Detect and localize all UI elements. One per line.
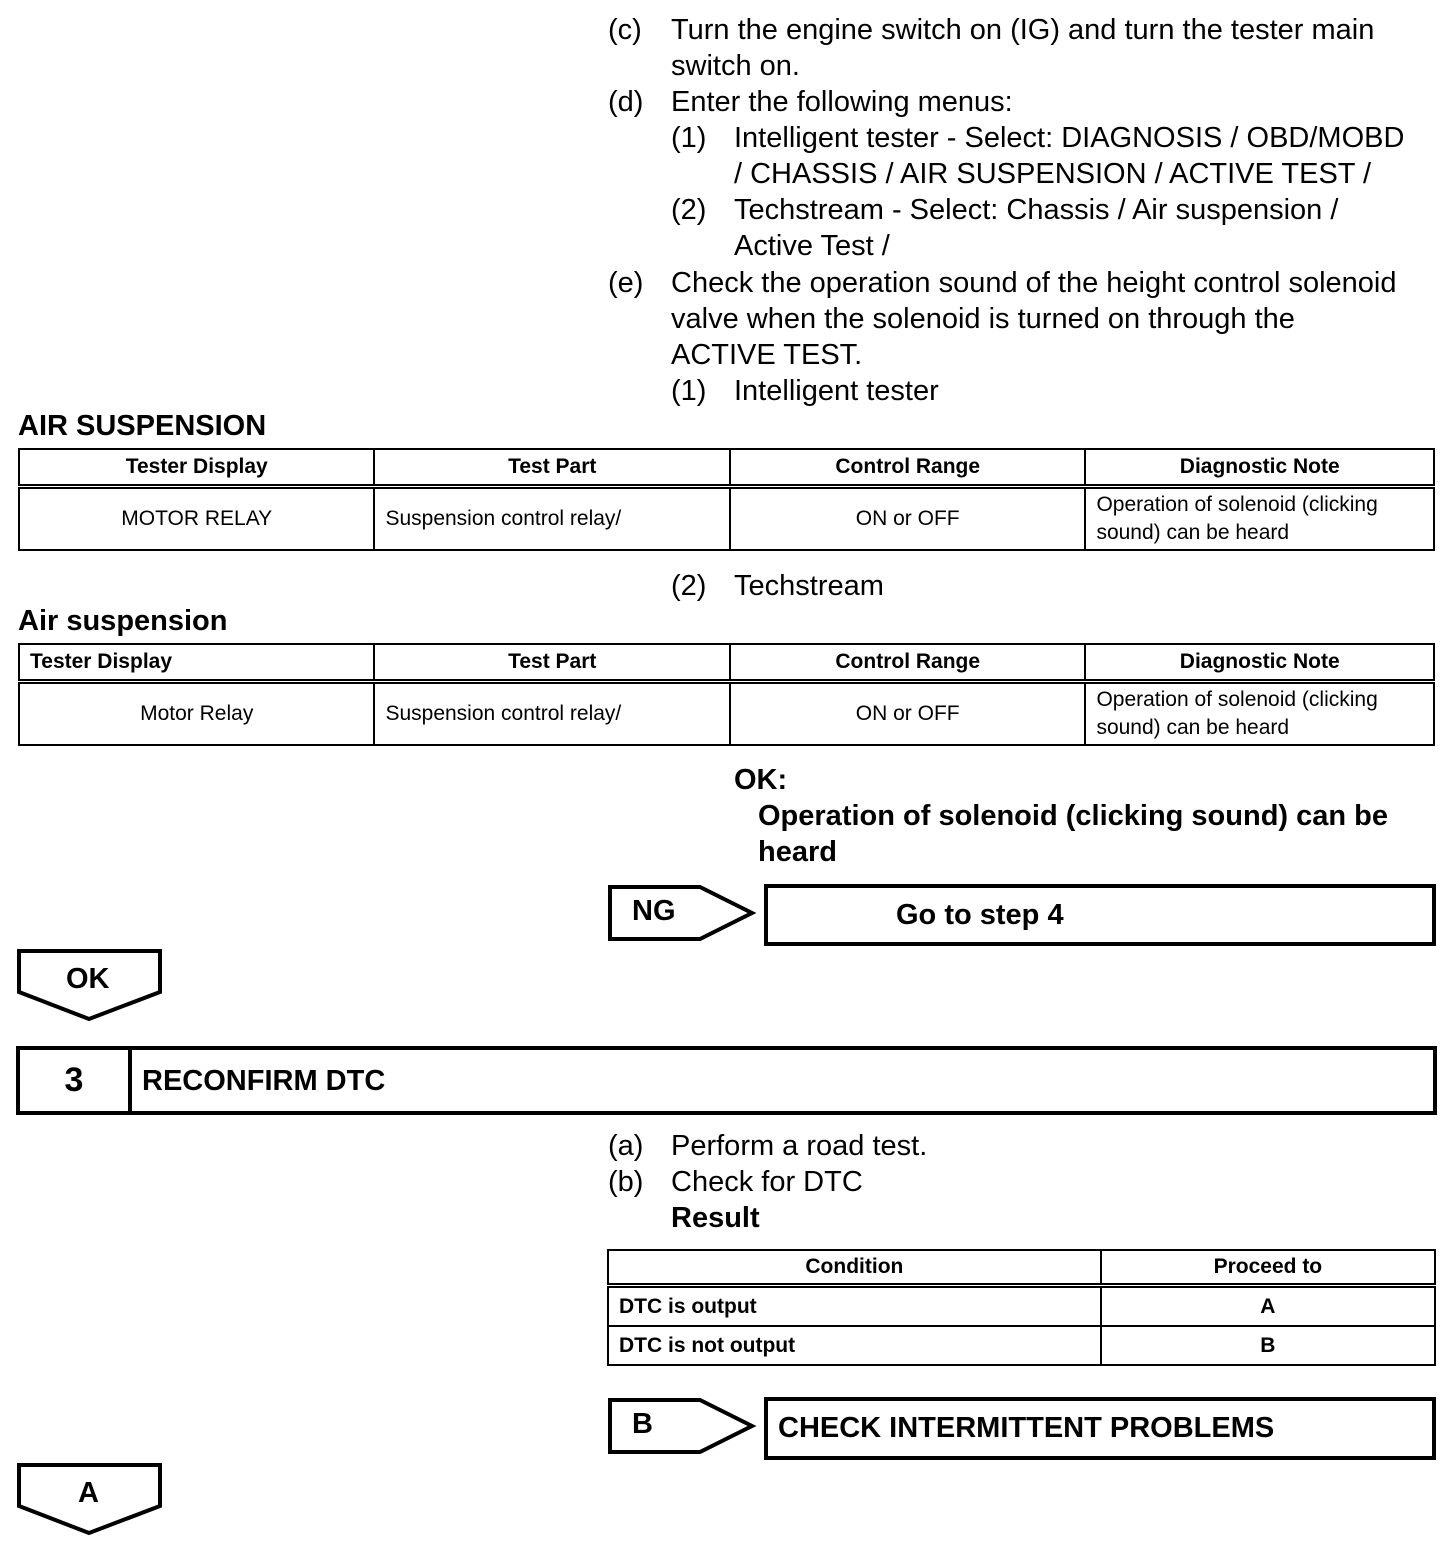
check-intermittent-problems-box[interactable]	[764, 1397, 1436, 1460]
cell-diagnostic-note	[1085, 487, 1434, 551]
col-header-test-part: Test Part	[374, 449, 730, 487]
result-label: Result	[671, 1202, 760, 1234]
step-label-c: (c)	[608, 14, 642, 46]
cell-condition: DTC is not output	[608, 1326, 1101, 1365]
col-header-test-part: Test Part	[374, 644, 730, 682]
substep-e2-text: Techstream	[734, 570, 884, 602]
table-row	[19, 682, 1434, 746]
step-header-divider	[128, 1050, 132, 1111]
col-header-condition: Condition	[608, 1250, 1101, 1286]
step-c-line-1: Turn the engine switch on (IG) and turn the tester main	[671, 14, 1375, 46]
step-number: 3	[64, 1061, 84, 1099]
step-label-e: (e)	[608, 267, 644, 299]
step3-b-text: Check for DTC	[671, 1166, 863, 1198]
note-line-1: Operation of solenoid (clicking	[1096, 688, 1378, 711]
substep-2-line-2: Active Test /	[734, 230, 890, 262]
note-line-2: sound) can be heard	[1096, 716, 1290, 739]
cell-tester-display: Motor Relay	[19, 682, 374, 746]
cell-condition: DTC is output	[608, 1286, 1101, 1327]
table-row	[19, 487, 1434, 551]
step-title: RECONFIRM DTC	[142, 1065, 386, 1097]
step-label-d: (d)	[608, 86, 644, 118]
col-header-proceed-to: Proceed to	[1101, 1250, 1435, 1286]
substep-label-1: (1)	[671, 122, 707, 154]
cell-proceed-to: B	[1101, 1326, 1435, 1365]
cell-control-range: ON or OFF	[730, 682, 1085, 746]
step3-label-b: (b)	[608, 1166, 644, 1198]
substep-label-e2: (2)	[671, 570, 707, 602]
ok-arrow-label: OK	[66, 963, 110, 995]
result-table	[607, 1249, 1436, 1366]
substep-2-line-1: Techstream - Select: Chassis / Air suspension /	[734, 194, 1339, 226]
check-intermittent-problems-label: CHECK INTERMITTENT PROBLEMS	[778, 1412, 1275, 1444]
air-suspension-table	[18, 448, 1435, 551]
ok-label: OK:	[734, 764, 788, 796]
substep-1-line-2: / CHASSIS / AIR SUSPENSION / ACTIVE TEST /	[734, 158, 1372, 190]
note-line-1: Operation of solenoid (clicking	[1096, 493, 1378, 516]
cell-diagnostic-note	[1085, 682, 1434, 746]
b-arrow-tag	[608, 1398, 756, 1454]
col-header-diagnostic-note: Diagnostic Note	[1085, 644, 1434, 682]
step3-a-text: Perform a road test.	[671, 1130, 928, 1162]
col-header-diagnostic-note: Diagnostic Note	[1085, 449, 1434, 487]
cell-control-range: ON or OFF	[730, 487, 1085, 551]
step-e-line-1: Check the operation sound of the height control solenoid	[671, 267, 1397, 299]
table-row	[608, 1326, 1435, 1365]
step-e-line-3: ACTIVE TEST.	[671, 339, 863, 371]
col-header-tester-display: Tester Display	[19, 449, 374, 487]
ok-text-line-2: heard	[758, 836, 837, 868]
cell-tester-display: MOTOR RELAY	[19, 487, 374, 551]
ng-arrow-tag	[608, 885, 756, 941]
step-e-line-2: valve when the solenoid is turned on through the	[671, 303, 1295, 335]
a-arrow-label: A	[78, 1477, 99, 1509]
go-to-step-4-label: Go to step 4	[896, 899, 1064, 931]
col-header-tester-display: Tester Display	[19, 644, 374, 682]
col-header-control-range: Control Range	[730, 449, 1085, 487]
step3-label-a: (a)	[608, 1130, 644, 1162]
step-c-line-2: switch on.	[671, 50, 800, 82]
b-tag-label: B	[632, 1408, 653, 1440]
substep-label-2: (2)	[671, 194, 707, 226]
cell-test-part: Suspension control relay/	[374, 487, 730, 551]
ng-tag-label: NG	[632, 895, 676, 927]
table-header-row	[19, 644, 1434, 682]
table-header-row	[19, 449, 1434, 487]
substep-e1-line-1: Intelligent tester	[734, 375, 939, 407]
table-row	[608, 1286, 1435, 1327]
substep-label-e1: (1)	[671, 375, 707, 407]
cell-proceed-to: A	[1101, 1286, 1435, 1327]
go-to-step-4-box[interactable]	[764, 884, 1436, 946]
air-suspension-techstream-table	[18, 643, 1435, 746]
col-header-control-range: Control Range	[730, 644, 1085, 682]
table1-title: AIR SUSPENSION	[18, 410, 267, 442]
table2-title: Air suspension	[18, 605, 228, 637]
cell-test-part: Suspension control relay/	[374, 682, 730, 746]
step-3-header	[16, 1046, 1437, 1115]
table-header-row	[608, 1250, 1435, 1286]
note-line-2: sound) can be heard	[1096, 521, 1290, 544]
substep-1-line-1: Intelligent tester - Select: DIAGNOSIS / OBD/MOBD	[734, 122, 1405, 154]
ok-text-line-1: Operation of solenoid (clicking sound) can be	[758, 800, 1388, 832]
step-d-line-1: Enter the following menus:	[671, 86, 1013, 118]
